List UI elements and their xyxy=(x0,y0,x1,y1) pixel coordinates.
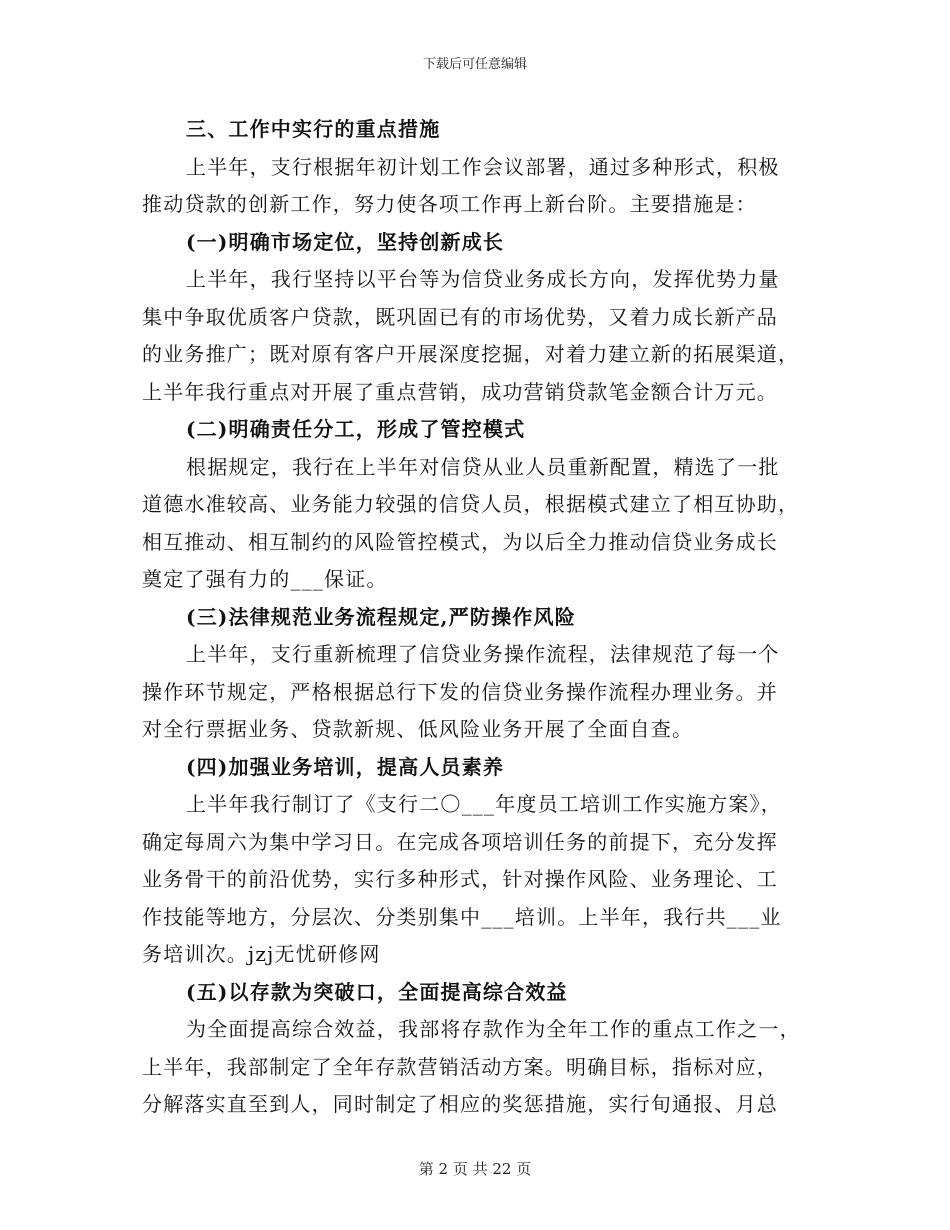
paragraph-line: 分解落实直至到人，同时制定了相应的奖惩措施，实行旬通报、月总 xyxy=(142,1092,778,1116)
paragraph-line: 对全行票据业务、贷款新规、低风险业务开展了全面自查。 xyxy=(142,717,694,741)
paragraph-line: 务培训次。jzj无忧研修网 xyxy=(142,942,381,966)
paragraph-line: 的业务推广；既对原有客户开展深度挖掘，对着力建立新的拓展渠道， xyxy=(142,342,800,366)
paragraph-line: 奠定了强有力的___保证。 xyxy=(142,567,388,591)
paragraph-line: 业务骨干的前沿优势，实行多种形式，针对操作风险、业务理论、工 xyxy=(142,867,778,891)
paragraph-line: 推动贷款的创新工作，努力使各项工作再上新台阶。主要措施是： xyxy=(142,192,757,216)
page-number: 第 2 页 共 22 页 xyxy=(418,1160,532,1178)
paragraph-line: 上半年，我部制定了全年存款营销活动方案。明确目标，指标对应， xyxy=(142,1054,778,1079)
paragraph-line: 上半年，支行重新梳理了信贷业务操作流程，法律规范了每一个 xyxy=(186,642,780,666)
section-heading: (四)加强业务培训，提高人员素养 xyxy=(186,754,505,779)
paragraph-line: 上半年，支行根据年初计划工作会议部署，通过多种形式，积极 xyxy=(186,154,780,179)
paragraph-line: 上半年我行制订了《支行二〇___年度员工培训工作实施方案》， xyxy=(186,792,782,816)
section-heading: (三)法律规范业务流程规定,严防操作风险 xyxy=(186,604,576,629)
paragraph-line: 操作环节规定，严格根据总行下发的信贷业务操作流程办理业务。并 xyxy=(142,679,778,704)
section-heading: (五)以存款为突破口，全面提高综合效益 xyxy=(186,979,568,1004)
section-heading: (二)明确责任分工，形成了管控模式 xyxy=(186,417,526,441)
paragraph-line: 为全面提高综合效益，我部将存款作为全年工作的重点工作之一， xyxy=(186,1017,801,1041)
paragraph-line: 确定每周六为集中学习日。在完成各项培训任务的前提下，充分发挥 xyxy=(142,829,778,854)
paragraph-line: 集中争取优质客户贷款，既巩固已有的市场优势，又着力成长新产品 xyxy=(142,304,778,329)
paragraph-line: 上半年我行重点对开展了重点营销，成功营销贷款笔金额合计万元。 xyxy=(142,379,778,404)
paragraph-line: 根据规定，我行在上半年对信贷从业人员重新配置，精选了一批 xyxy=(186,454,780,479)
section-heading: 三、工作中实行的重点措施 xyxy=(186,117,441,141)
section-heading: (一)明确市场定位，坚持创新成长 xyxy=(186,229,505,254)
paragraph-line: 相互推动、相互制约的风险管控模式，为以后全力推动信贷业务成长 xyxy=(142,529,778,554)
header-note: 下载后可任意编辑 xyxy=(422,57,527,72)
paragraph-line: 作技能等地方，分层次、分类别集中___培训。上半年，我行共___业 xyxy=(142,904,782,929)
paragraph-line: 上半年，我行坚持以平台等为信贷业务成长方向，发挥优势力量 xyxy=(186,267,780,291)
paragraph-line: 道德水准较高、业务能力较强的信贷人员，根据模式建立了相互协助， xyxy=(142,492,800,516)
document-body xyxy=(142,111,802,1124)
